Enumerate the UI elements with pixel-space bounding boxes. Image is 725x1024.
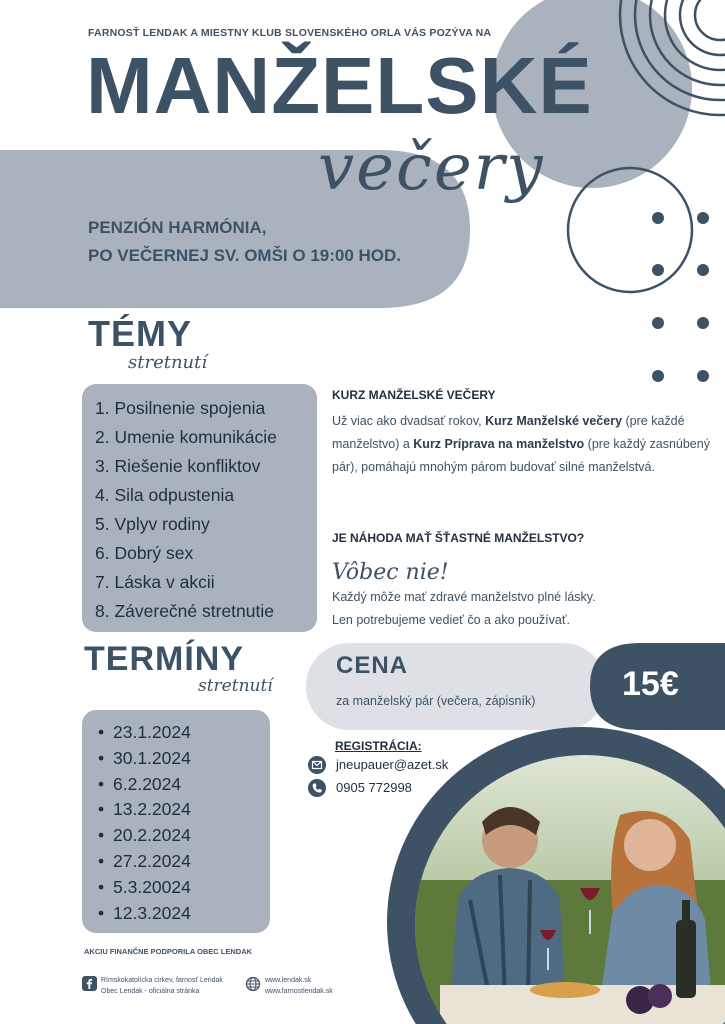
course-name-2: Kurz Príprava na manželstvo [413,437,585,451]
list-item: • 13.2.2024 [98,797,191,823]
facebook-icon [82,976,97,991]
venue-info [88,214,401,270]
list-item: • 6.2.2024 [98,772,191,798]
facebook-links [101,975,223,997]
list-item: • 12.3.2024 [98,901,191,927]
dates-list [98,720,191,926]
list-item: • 23.1.2024 [98,720,191,746]
price-heading: CENA [336,652,409,679]
email-link[interactable]: jneupauer@azet.sk [336,757,449,772]
list-item: 8. Záverečné stretnutie [95,601,274,621]
topics-list [95,394,277,626]
facebook-link-village[interactable]: Obec Lendak - oficiálna stránka [101,988,200,995]
registration-heading: REGISTRÁCIA: [335,739,422,753]
course-text-2: (pre každé manželstvo) a [332,414,685,451]
list-item: • 5.3.20024 [98,875,191,901]
dates-subheading: stretnutí [198,676,273,696]
list-item: • 27.2.2024 [98,849,191,875]
answer-script: Vôbec nie! [332,560,449,585]
price-description: za manželský pár (večera, zápisník) [336,694,536,708]
price-amount: 15€ [622,665,679,703]
facebook-link-parish[interactable]: Rímskokatolícka cirkev, farnosť Lendak [101,977,223,984]
course-name-1: Kurz Manželské večery [485,414,623,428]
answer-line-1: Každý môže mať zdravé manželstvo plné lásky. [332,590,596,604]
course-text-3: (pre každý zasnúbený pár), pomáhajú mnohým párom budovať silné manželstvá. [332,437,710,474]
list-item: 4. Sila odpustenia [95,485,235,505]
answer-line-2: Len potrebujeme vedieť čo a ako používať. [332,613,571,627]
course-text-1: Už viac ako dvadsať rokov, [332,414,486,428]
list-item: • 20.2.2024 [98,823,191,849]
venue-line-1: PENZIÓN HARMÓNIA, [88,218,267,237]
list-item: 5. Vplyv rodiny [95,514,210,534]
title-main: MANŽELSKÉ [86,41,593,130]
topics-heading: TÉMY [88,313,193,354]
globe-icon [245,976,261,997]
website-link-village[interactable]: www.lendak.sk [265,977,312,984]
sponsor-note: AKCIU FINANČNE PODPORILA OBEC LENDAK [84,947,253,956]
list-item: 2. Umenie komunikácie [95,427,277,447]
title-script: večery [318,131,545,205]
list-item: 3. Riešenie konfliktov [95,456,261,476]
website-links [265,975,333,997]
phone-number: 0905 772998 [336,780,412,795]
website-link-parish[interactable]: www.farnostlendak.sk [265,988,333,995]
topics-subheading: stretnutí [128,352,208,373]
mail-icon [308,756,326,774]
course-heading: KURZ MANŽELSKÉ VEČERY [332,388,496,402]
phone-icon [308,779,326,797]
venue-line-2: PO VEČERNEJ SV. OMŠI O 19:00 HOD. [88,246,402,265]
list-item: 7. Láska v akcii [95,572,215,592]
dates-heading: TERMÍNY [84,640,244,678]
list-item: 6. Dobrý sex [95,543,194,563]
list-item: 1. Posilnenie spojenia [95,398,266,418]
course-description [332,410,712,479]
outline-circle [568,168,692,292]
question-heading: JE NÁHODA MAŤ ŠŤASTNÉ MANŽELSTVO? [332,531,585,545]
answer-text [332,586,596,632]
invitation-line: FARNOSŤ LENDAK A MIESTNY KLUB SLOVENSKÉHO ORLA VÁS POZÝVA NA [88,27,492,39]
dots-grid [652,212,709,382]
list-item: • 30.1.2024 [98,746,191,772]
